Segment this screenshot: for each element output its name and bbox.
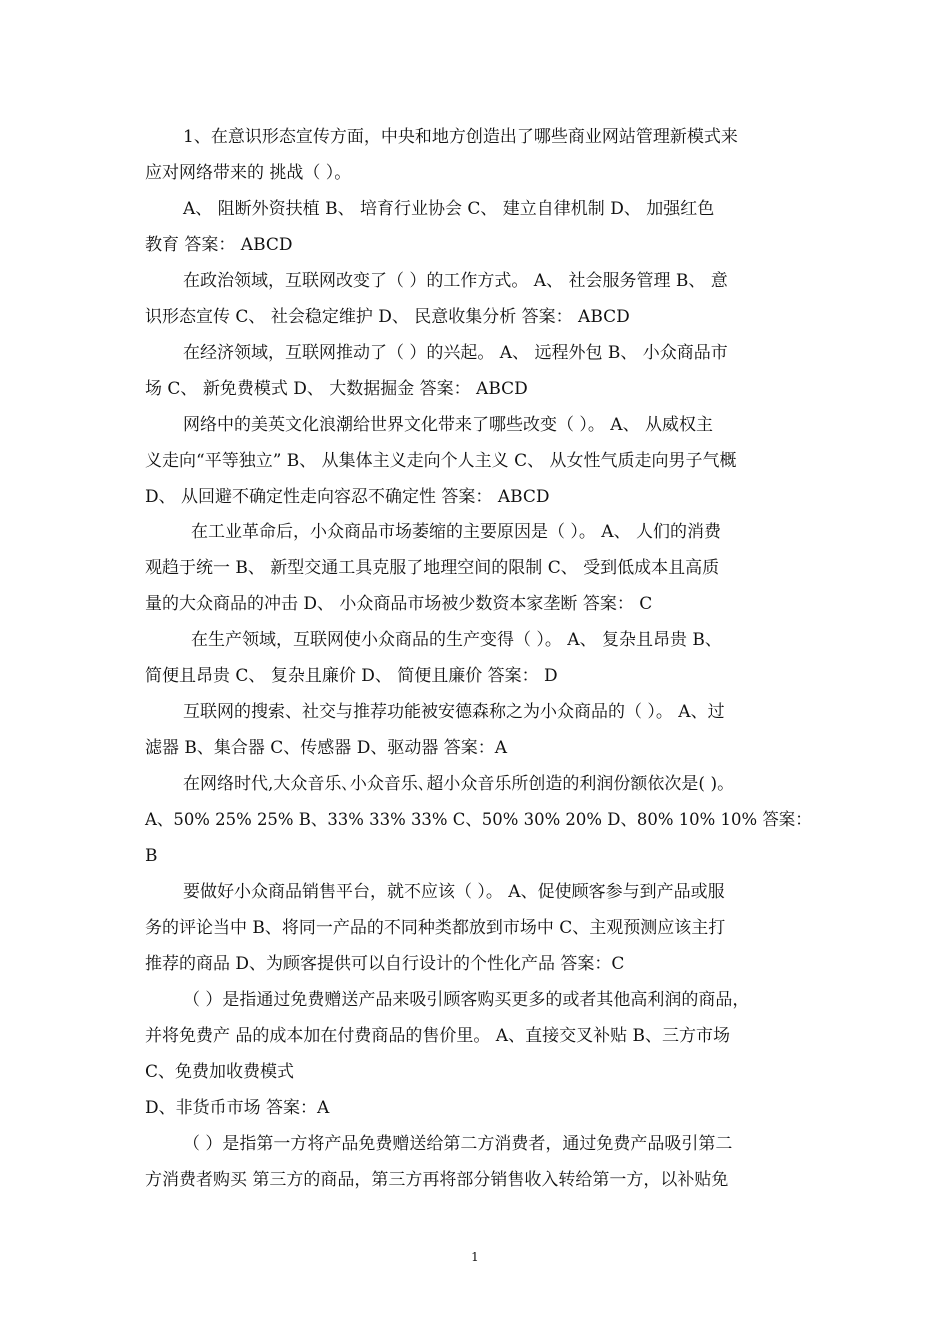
text-line: 滤器 B、集合器 C、传感器 D、驱动器 答案：A bbox=[145, 738, 508, 758]
text-line: D、非货币市场 答案：A bbox=[145, 1098, 330, 1118]
text-line: 识形态宣传 C、 社会稳定维护 D、 民意收集分析 答案： ABCD bbox=[145, 307, 630, 327]
text-line: 推荐的商品 D、为顾客提供可以自行设计的个性化产品 答案：C bbox=[145, 954, 625, 974]
text-line: 在经济领域，互联网推动了（ ）的兴起。 A、 远程外包 B、 小众商品市 bbox=[183, 343, 728, 363]
text-line: 要做好小众商品销售平台，就不应该（ ）。 A、促使顾客参与到产品或服 bbox=[183, 882, 725, 902]
text-line: 方消费者购买 第三方的商品，第三方再将部分销售收入转给第一方，以补贴免 bbox=[145, 1170, 729, 1190]
text-line: 义走向“平等独立” B、 从集体主义走向个人主义 C、 从女性气质走向男子气概 bbox=[145, 451, 737, 471]
text-line: 应对网络带来的 挑战（ ）。 bbox=[145, 163, 352, 183]
text-line: 网络中的美英文化浪潮给世界文化带来了哪些改变（ ）。 A、 从威权主 bbox=[183, 415, 713, 435]
text-line: 1、在意识形态宣传方面，中央和地方创造出了哪些商业网站管理新模式来 bbox=[183, 127, 738, 147]
text-line: 简便且昂贵 C、 复杂且廉价 D、 简便且廉价 答案： D bbox=[145, 666, 558, 686]
text-line: 在工业革命后，小众商品市场萎缩的主要原因是（ ）。 A、 人们的消费 bbox=[191, 522, 721, 542]
text-line: 在政治领域，互联网改变了（ ）的工作方式。 A、 社会服务管理 B、 意 bbox=[183, 271, 728, 291]
text-line: 在生产领域，互联网使小众商品的生产变得（ ）。 A、 复杂且昂贵 B、 bbox=[191, 630, 722, 650]
text-line: A、50% 25% 25% B、33% 33% 33% C、50% 30% 20% D、80% 10% 10% 答案： bbox=[145, 810, 812, 830]
text-line: （ ）是指通过免费赠送产品来吸引顾客购买更多的或者其他高利润的商品， bbox=[183, 990, 750, 1010]
text-line: B bbox=[145, 846, 158, 866]
text-line: C、免费加收费模式 bbox=[145, 1062, 295, 1082]
page-number: 1 bbox=[471, 1250, 479, 1264]
text-line: 在网络时代,大众音乐､小众音乐､超小众音乐所创造的利润份额依次是( )｡ bbox=[183, 774, 726, 794]
text-line: 场 C、 新免费模式 D、 大数据掘金 答案： ABCD bbox=[145, 379, 528, 399]
text-line: D、 从回避不确定性走向容忍不确定性 答案： ABCD bbox=[145, 487, 550, 507]
text-line: 互联网的搜索、社交与推荐功能被安德森称之为小众商品的（ ）。 A、过 bbox=[183, 702, 725, 722]
text-line: A、 阻断外资扶植 B、 培育行业协会 C、 建立自律机制 D、 加强红色 bbox=[183, 199, 715, 219]
text-line: 并将免费产 品的成本加在付费商品的售价里。 A、直接交叉补贴 B、三方市场 bbox=[145, 1026, 730, 1046]
text-line: 观趋于统一 B、 新型交通工具克服了地理空间的限制 C、 受到低成本且高质 bbox=[145, 558, 720, 578]
text-line: 量的大众商品的冲击 D、 小众商品市场被少数资本家垄断 答案： C bbox=[145, 594, 653, 614]
text-line: （ ）是指第一方将产品免费赠送给第二方消费者，通过免费产品吸引第二 bbox=[183, 1134, 733, 1154]
text-line: 教育 答案： ABCD bbox=[145, 235, 293, 255]
text-line: 务的评论当中 B、将同一产品的不同种类都放到市场中 C、主观预测应该主打 bbox=[145, 918, 726, 938]
